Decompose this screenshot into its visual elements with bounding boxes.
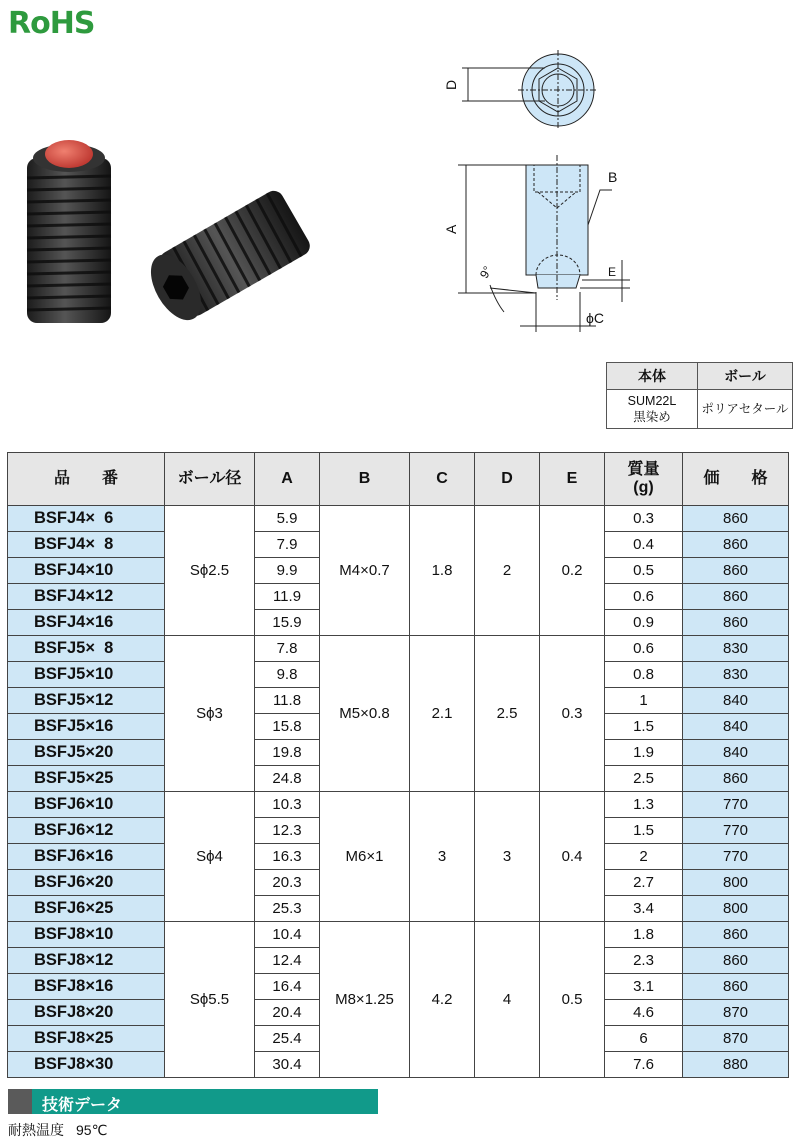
part-number: BSFJ6×25 bbox=[8, 896, 165, 922]
header-D: D bbox=[475, 453, 540, 506]
price: 770 bbox=[683, 818, 789, 844]
mass: 0.4 bbox=[605, 532, 683, 558]
body-material-line2: 黒染め bbox=[633, 410, 671, 424]
material-header-body: 本体 bbox=[607, 363, 698, 390]
dim-A: 5.9 bbox=[255, 506, 320, 532]
price: 830 bbox=[683, 636, 789, 662]
material-header-ball: ボール bbox=[698, 363, 793, 390]
product-photo bbox=[15, 130, 315, 340]
dim-E: 0.3 bbox=[540, 636, 605, 792]
part-number: BSFJ6×20 bbox=[8, 870, 165, 896]
dim-A: 20.4 bbox=[255, 1000, 320, 1026]
mass: 0.6 bbox=[605, 636, 683, 662]
part-number: BSFJ8×20 bbox=[8, 1000, 165, 1026]
label-A: A bbox=[443, 224, 459, 234]
price: 860 bbox=[683, 974, 789, 1000]
price: 860 bbox=[683, 584, 789, 610]
mass: 6 bbox=[605, 1026, 683, 1052]
mass: 1.8 bbox=[605, 922, 683, 948]
dim-A: 30.4 bbox=[255, 1052, 320, 1078]
dim-D: 4 bbox=[475, 922, 540, 1078]
part-number: BSFJ8×25 bbox=[8, 1026, 165, 1052]
table-row bbox=[8, 792, 789, 818]
mass: 1.5 bbox=[605, 714, 683, 740]
dim-A: 7.8 bbox=[255, 636, 320, 662]
price: 860 bbox=[683, 506, 789, 532]
header-part-no: 品 番 bbox=[8, 453, 165, 506]
part-number: BSFJ4× 6 bbox=[8, 506, 165, 532]
part-number: BSFJ6×16 bbox=[8, 844, 165, 870]
price: 840 bbox=[683, 688, 789, 714]
part-number: BSFJ5×25 bbox=[8, 766, 165, 792]
dim-B: M6×1 bbox=[320, 792, 410, 922]
dim-A: 25.3 bbox=[255, 896, 320, 922]
mass: 1.5 bbox=[605, 818, 683, 844]
price: 870 bbox=[683, 1026, 789, 1052]
dim-A: 10.4 bbox=[255, 922, 320, 948]
ball-diameter: Sϕ5.5 bbox=[165, 922, 255, 1078]
dim-A: 15.9 bbox=[255, 610, 320, 636]
part-number: BSFJ4×12 bbox=[8, 584, 165, 610]
mass: 2.7 bbox=[605, 870, 683, 896]
header-ball-dia: ボール径 bbox=[165, 453, 255, 506]
price: 840 bbox=[683, 714, 789, 740]
ball-diameter: Sϕ2.5 bbox=[165, 506, 255, 636]
price: 830 bbox=[683, 662, 789, 688]
mass: 3.1 bbox=[605, 974, 683, 1000]
spec-body bbox=[8, 506, 789, 1078]
part-number: BSFJ4× 8 bbox=[8, 532, 165, 558]
dim-E: 0.2 bbox=[540, 506, 605, 636]
dim-A: 25.4 bbox=[255, 1026, 320, 1052]
header-C: C bbox=[410, 453, 475, 506]
tech-data-tab bbox=[8, 1089, 32, 1114]
body-material bbox=[607, 390, 698, 429]
price: 860 bbox=[683, 532, 789, 558]
table-row bbox=[8, 922, 789, 948]
price: 860 bbox=[683, 922, 789, 948]
dim-B: M5×0.8 bbox=[320, 636, 410, 792]
part-number: BSFJ6×10 bbox=[8, 792, 165, 818]
screw-lying bbox=[141, 187, 314, 328]
body-material-line1: SUM22L bbox=[627, 394, 677, 408]
dim-E: 0.4 bbox=[540, 792, 605, 922]
part-number: BSFJ8×30 bbox=[8, 1052, 165, 1078]
price: 860 bbox=[683, 610, 789, 636]
dim-D: 3 bbox=[475, 792, 540, 922]
part-number: BSFJ5× 8 bbox=[8, 636, 165, 662]
dim-A: 15.8 bbox=[255, 714, 320, 740]
dim-A: 9.8 bbox=[255, 662, 320, 688]
spec-header-row bbox=[8, 453, 789, 506]
label-C: ϕC bbox=[586, 310, 604, 326]
dim-A: 11.8 bbox=[255, 688, 320, 714]
rohs-logo: RoHS bbox=[8, 6, 95, 41]
heat-value: 95℃ bbox=[76, 1122, 108, 1138]
dim-C: 2.1 bbox=[410, 636, 475, 792]
dim-A: 24.8 bbox=[255, 766, 320, 792]
spec-table bbox=[7, 452, 789, 1078]
dim-A: 16.3 bbox=[255, 844, 320, 870]
part-number: BSFJ4×10 bbox=[8, 558, 165, 584]
part-number: BSFJ8×10 bbox=[8, 922, 165, 948]
screw-standing bbox=[27, 140, 111, 323]
header-price: 価 格 bbox=[683, 453, 789, 506]
label-D: D bbox=[443, 79, 459, 90]
heat-label: 耐熱温度 bbox=[8, 1122, 64, 1138]
mass: 0.5 bbox=[605, 558, 683, 584]
dim-B: M8×1.25 bbox=[320, 922, 410, 1078]
mass: 2.5 bbox=[605, 766, 683, 792]
part-number: BSFJ8×12 bbox=[8, 948, 165, 974]
price: 800 bbox=[683, 896, 789, 922]
dim-C: 1.8 bbox=[410, 506, 475, 636]
price: 860 bbox=[683, 558, 789, 584]
mass: 0.8 bbox=[605, 662, 683, 688]
price: 860 bbox=[683, 766, 789, 792]
price: 770 bbox=[683, 792, 789, 818]
mass: 1.9 bbox=[605, 740, 683, 766]
price: 840 bbox=[683, 740, 789, 766]
label-E: E bbox=[608, 265, 617, 279]
mass: 4.6 bbox=[605, 1000, 683, 1026]
dim-A: 9.9 bbox=[255, 558, 320, 584]
price: 860 bbox=[683, 948, 789, 974]
heat-resistance bbox=[8, 1120, 119, 1140]
part-number: BSFJ5×20 bbox=[8, 740, 165, 766]
dim-A: 12.4 bbox=[255, 948, 320, 974]
tech-data-bar bbox=[8, 1089, 378, 1114]
ball-material: ポリアセタール bbox=[698, 390, 793, 429]
table-row bbox=[8, 636, 789, 662]
mass: 7.6 bbox=[605, 1052, 683, 1078]
mass: 0.6 bbox=[605, 584, 683, 610]
dim-C: 4.2 bbox=[410, 922, 475, 1078]
ball-diameter: Sϕ3 bbox=[165, 636, 255, 792]
part-number: BSFJ4×16 bbox=[8, 610, 165, 636]
part-number: BSFJ8×16 bbox=[8, 974, 165, 1000]
header-E: E bbox=[540, 453, 605, 506]
dim-A: 19.8 bbox=[255, 740, 320, 766]
tech-data-title: 技術データ bbox=[42, 1097, 123, 1114]
header-mass-line2: (g) bbox=[633, 479, 654, 496]
label-B: B bbox=[608, 169, 618, 185]
ball-diameter: Sϕ4 bbox=[165, 792, 255, 922]
price: 880 bbox=[683, 1052, 789, 1078]
dim-A: 20.3 bbox=[255, 870, 320, 896]
dim-A: 7.9 bbox=[255, 532, 320, 558]
dim-A: 16.4 bbox=[255, 974, 320, 1000]
mass: 0.9 bbox=[605, 610, 683, 636]
header-B: B bbox=[320, 453, 410, 506]
dim-B: M4×0.7 bbox=[320, 506, 410, 636]
price: 770 bbox=[683, 844, 789, 870]
dim-A: 12.3 bbox=[255, 818, 320, 844]
price: 870 bbox=[683, 1000, 789, 1026]
part-number: BSFJ5×16 bbox=[8, 714, 165, 740]
mass: 2.3 bbox=[605, 948, 683, 974]
material-table bbox=[606, 362, 793, 429]
part-number: BSFJ5×12 bbox=[8, 688, 165, 714]
price: 800 bbox=[683, 870, 789, 896]
part-number: BSFJ6×12 bbox=[8, 818, 165, 844]
dim-D: 2 bbox=[475, 506, 540, 636]
mass: 1 bbox=[605, 688, 683, 714]
mass: 2 bbox=[605, 844, 683, 870]
dim-A: 10.3 bbox=[255, 792, 320, 818]
header-mass bbox=[605, 453, 683, 506]
dim-A: 11.9 bbox=[255, 584, 320, 610]
table-row bbox=[8, 506, 789, 532]
mass: 3.4 bbox=[605, 896, 683, 922]
header-mass-line1: 質量 bbox=[627, 461, 660, 478]
dim-C: 3 bbox=[410, 792, 475, 922]
mass: 1.3 bbox=[605, 792, 683, 818]
dimension-drawing bbox=[440, 40, 640, 340]
dim-D: 2.5 bbox=[475, 636, 540, 792]
mass: 0.3 bbox=[605, 506, 683, 532]
header-A: A bbox=[255, 453, 320, 506]
dim-E: 0.5 bbox=[540, 922, 605, 1078]
part-number: BSFJ5×10 bbox=[8, 662, 165, 688]
label-angle: 9° bbox=[476, 263, 495, 281]
